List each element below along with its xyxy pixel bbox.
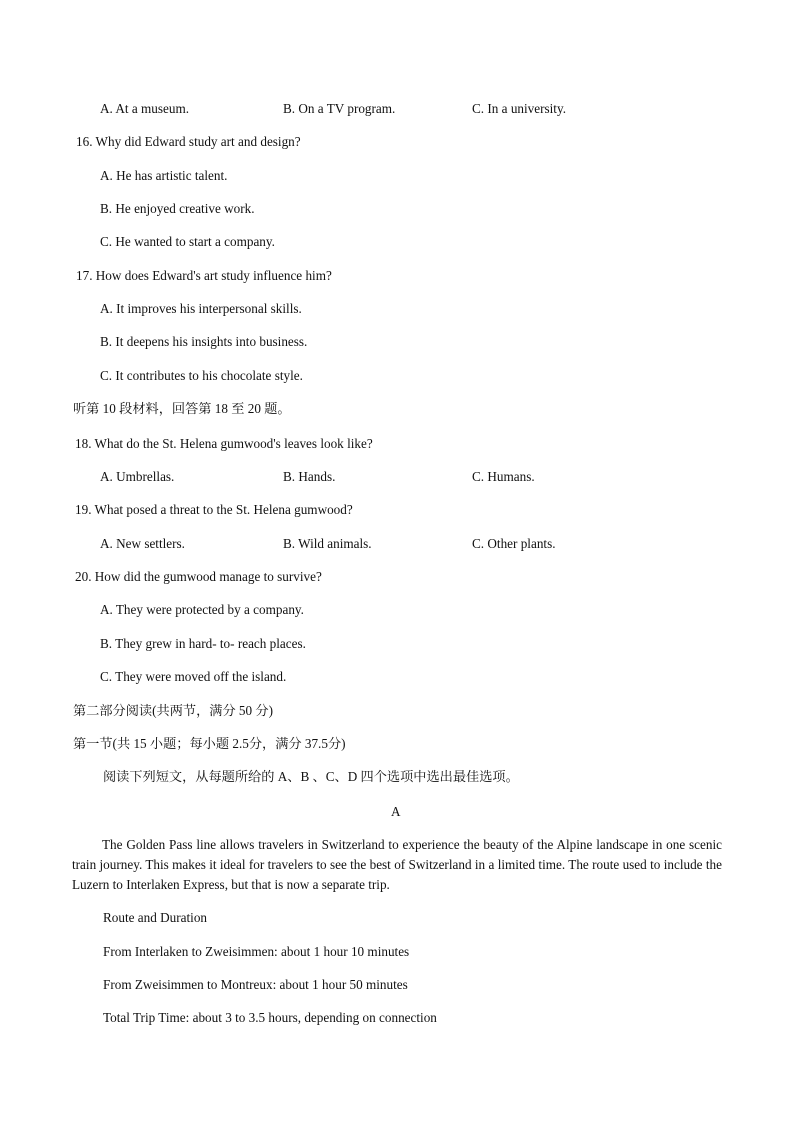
q20-option-c: C. They were moved off the island.: [100, 669, 287, 684]
q16-option-c: C. He wanted to start a company.: [100, 234, 275, 249]
q15-option-c: C. In a university.: [472, 101, 567, 116]
passage-paragraph: [72, 835, 722, 895]
q15-option-b: B. On a TV program.: [283, 101, 396, 116]
q17-option-b: B. It deepens his insights into business.: [100, 334, 308, 349]
q20-option-b: B. They grew in hard- to- reach places.: [100, 636, 306, 651]
route-line-1: From Interlaken to Zweisimmen: about 1 hour 10 minutes: [103, 944, 410, 959]
route-line-2: From Zweisimmen to Montreux: about 1 hour 50 minutes: [103, 977, 408, 992]
q16-option-b: B. He enjoyed creative work.: [100, 201, 255, 216]
q16-stem: 16. Why did Edward study art and design?: [76, 134, 301, 149]
q19-option-b: B. Wild animals.: [283, 536, 372, 551]
q20-stem: 20. How did the gumwood manage to survive?: [75, 569, 322, 584]
passage-paragraph-text: The Golden Pass line allows travelers in Switzerland to experience the beauty of the Alpine landscape in one scenic train journey. This makes it ideal for travelers to see the best of Switzerland in a limited time. The route used to include the Luzern to Interlaken Express, but that is now a separate trip.: [72, 837, 722, 892]
route-line-3: Total Trip Time: about 3 to 3.5 hours, depending on connection: [103, 1010, 437, 1025]
passage-letter: A: [391, 804, 401, 819]
route-heading: Route and Duration: [103, 910, 208, 925]
q18-option-b: B. Hands.: [283, 469, 336, 484]
q18-stem: 18. What do the St. Helena gumwood's leaves look like?: [75, 436, 373, 451]
q18-option-c: C. Humans.: [472, 469, 535, 484]
part2-title: 第二部分阅读(共两节，满分 50 分): [73, 703, 274, 718]
q17-option-c: C. It contributes to his chocolate style.: [100, 368, 303, 383]
reading-instruction: 阅读下列短文，从每题所给的 A、B 、C、D 四个选项中选出最佳选项。: [103, 769, 519, 784]
q19-stem: 19. What posed a threat to the St. Helena gumwood?: [75, 502, 353, 517]
q17-option-a: A. It improves his interpersonal skills.: [100, 301, 302, 316]
q19-option-c: C. Other plants.: [472, 536, 556, 551]
section1-title: 第一节(共 15 小题；每小题 2.5分，满分 37.5分): [73, 736, 346, 751]
q19-option-a: A. New settlers.: [100, 536, 185, 551]
q20-option-a: A. They were protected by a company.: [100, 602, 304, 617]
q18-option-a: A. Umbrellas.: [100, 469, 175, 484]
q15-option-a: A. At a museum.: [100, 101, 190, 116]
q17-stem: 17. How does Edward's art study influence him?: [76, 268, 332, 283]
section10-instruction: 听第 10 段材料，回答第 18 至 20 题。: [73, 401, 291, 416]
q16-option-a: A. He has artistic talent.: [100, 168, 228, 183]
